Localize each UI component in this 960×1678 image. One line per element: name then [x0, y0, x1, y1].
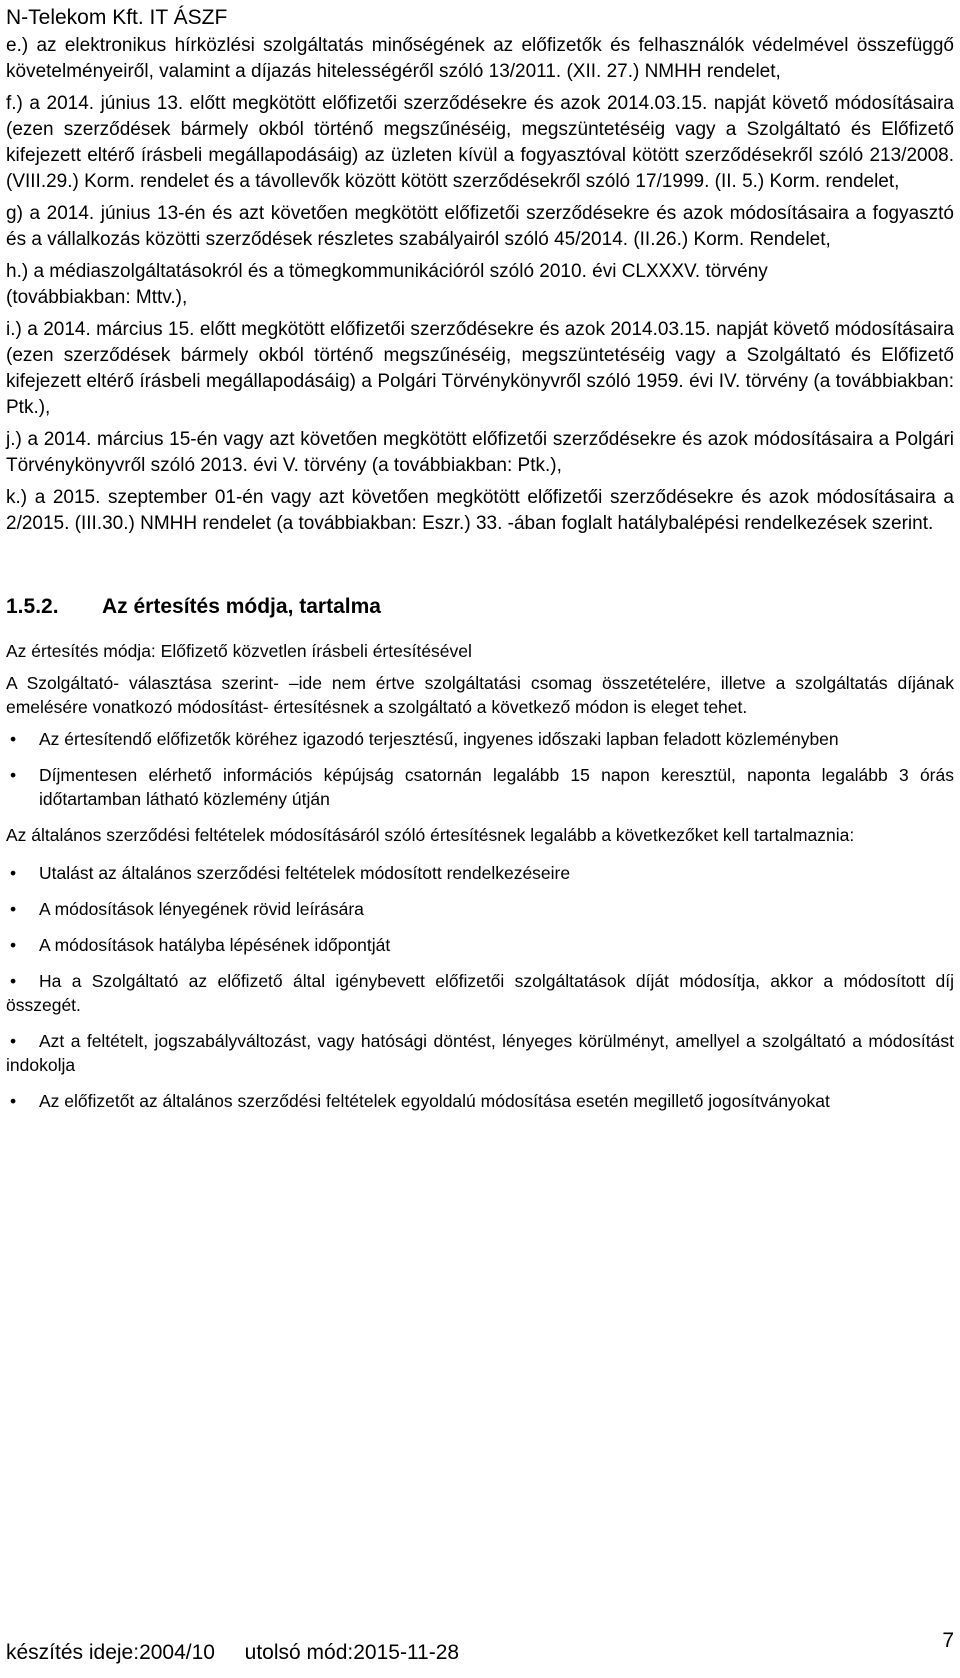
bullet-icon: • [10, 1091, 17, 1111]
list-item [6, 1029, 954, 1077]
list-item [6, 727, 954, 751]
list-item [6, 861, 954, 885]
list-item [6, 969, 954, 1017]
list-item [6, 763, 954, 811]
bullet-icon: • [10, 729, 17, 749]
legal-item-h-continued: (továbbiakban: Mttv.), [6, 287, 188, 308]
bullet-icon: • [10, 765, 17, 785]
legal-item-e: e.) az elektronikus hírközlési szolgáltatás minőségének az előfizetők és felhasználók védelmével összefüggő követelményeiről, valamint a díjazás hitelességéről szóló 13/2011. (XII. 27.) NMHH rendelet, [6, 35, 954, 82]
list-item-text: Utalást az általános szerződési feltételek módosított rendelkezéseire [39, 863, 571, 883]
document-body [6, 33, 954, 1125]
legal-item-h: h.) a médiaszolgáltatásokról és a tömegkommunikációról szóló 2010. évi CLXXXV. törvény [6, 261, 768, 282]
legal-item-f: f.) a 2014. június 13. előtt megkötött előfizetői szerződésekre és azok 2014.03.15. napját követő módosításaira (ezen szerződések bármely okból történő megszűnéséig, megszüntetéséig vagy a Szolgáltató és Előfizető kifejezett eltérő írásbeli megállapodásáig) az üzleten kívül a fogyasztóval kötött szerződésekről szóló 213/2008. (VIII.29.) Korm. rendelet és a távollevők között kötött szerződésekről szóló 17/1999. (II. 5.) Korm. rendelet, [6, 93, 954, 192]
section-title: Az értesítés módja, tartalma [102, 595, 381, 618]
footer-created: készítés ideje:2004/10 [6, 1641, 215, 1664]
list-item-text: Azt a feltételt, jogszabályváltozást, vagy hatósági döntést, lényeges körülményt, amellyel a szolgáltató a módosítást indokolja [6, 1031, 954, 1075]
bullet-icon: • [10, 971, 17, 991]
legal-item-k: k.) a 2015. szeptember 01-én vagy azt követően megkötött előfizetői szerződésekre és azok módosításaira a 2/2015. (III.30.) NMHH rendelet (a továbbiakban: Eszr.) 33. -ában foglalt hatálybalépési rendelkezések szerint. [6, 487, 954, 534]
legal-item-i: i.) a 2014. március 15. előtt megkötött előfizetői szerződésekre és azok 2014.03.15. napját követő módosításaira (ezen szerződések bármely okból történő megszűnéséig, megszüntetéséig vagy a Szolgáltató és Előfizető kifejezett eltérő írásbeli megállapodásáig) a Polgári Törvénykönyvről szóló 1959. évi IV. törvény (a továbbiakban: Ptk.), [6, 319, 954, 418]
notification-intro: A Szolgáltató- választása szerint- –ide nem értve szolgáltatási csomag összetételére, illetve a szolgáltatás díjának emelésére vonatkozó módosítást- értesítésnek a szolgáltató a következő módon is eleget tehet. [6, 673, 954, 717]
footer-modified: utolsó mód:2015-11-28 [244, 1641, 460, 1664]
method-bullet-list [6, 727, 954, 811]
section-number: 1.5.2. [6, 595, 59, 618]
content-intro: Az általános szerződési feltételek módosításáról szóló értesítésnek legalább a következőket kell tartalmaznia: [6, 825, 855, 845]
list-item-text: A módosítások hatályba lépésének időpontját [39, 935, 391, 955]
bullet-icon: • [10, 935, 17, 955]
document-footer [6, 1627, 954, 1667]
section-spacer [6, 543, 954, 593]
legal-item-j: j.) a 2014. március 15-én vagy azt követően megkötött előfizetői szerződésekre és azok módosításaira a Polgári Törvénykönyvről szóló 2013. évi V. törvény (a továbbiakban: Ptk.), [6, 429, 954, 476]
legal-item-g: g) a 2014. június 13-én és azt követően megkötött előfizetői szerződésekre és azok módosításaira a fogyasztó és a vállalkozás közötti szerződések részletes szabályairól szóló 45/2014. (II.26.) Korm. Rendelet, [6, 203, 954, 250]
content-bullet-list [6, 861, 954, 1113]
list-item-text: A módosítások lényegének rövid leírására [39, 899, 364, 919]
document-header: N-Telekom Kft. IT ÁSZF [6, 6, 228, 29]
bullet-icon: • [10, 863, 17, 883]
notification-mode: Az értesítés módja: Előfizető közvetlen írásbeli értesítésével [6, 641, 472, 661]
list-item [6, 1089, 954, 1113]
list-item-text: Díjmentesen elérhető információs képújság csatornán legalább 15 napon keresztül, naponta legalább 3 órás időtartamban látható közlemény útján [39, 765, 954, 809]
section-heading [6, 593, 954, 621]
bullet-icon: • [10, 1031, 17, 1051]
bullet-icon: • [10, 899, 17, 919]
list-item [6, 897, 954, 921]
page-number: 7 [942, 1629, 954, 1652]
list-item-text: Az értesítendő előfizetők köréhez igazodó terjesztésű, ingyenes időszaki lapban feladott közleményben [39, 729, 839, 749]
list-item-text: Az előfizetőt az általános szerződési feltételek egyoldalú módosítása esetén megillető jogosítványokat [39, 1091, 830, 1111]
list-item-text: Ha a Szolgáltató az előfizető által igénybevett előfizetői szolgáltatások díját módosítja, akkor a módosított díj összegét. [6, 971, 954, 1015]
list-item [6, 933, 954, 957]
footer-dates [6, 1639, 459, 1667]
